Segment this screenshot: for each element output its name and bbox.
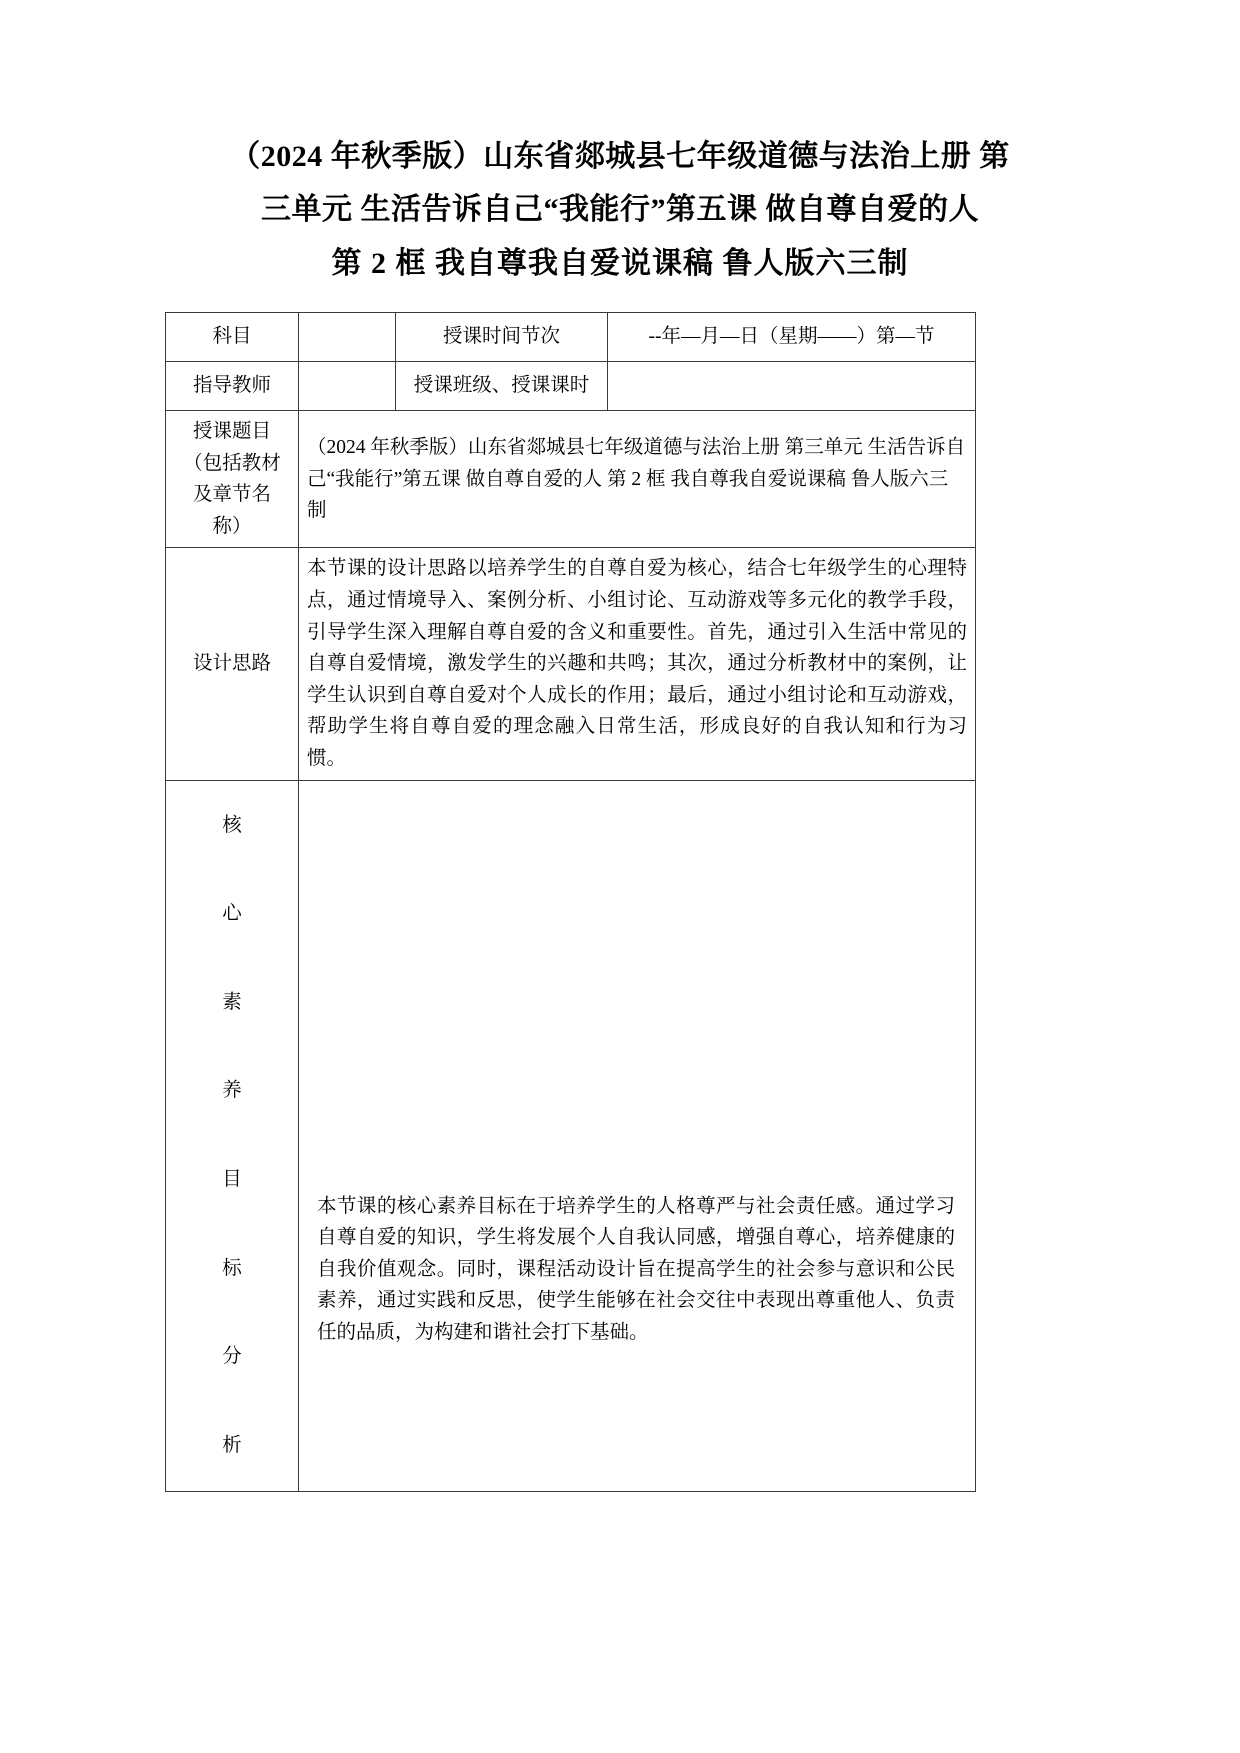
cell-topic-content — [299, 411, 976, 548]
core-content-spacer — [307, 903, 967, 1171]
table-row-core-literacy — [166, 780, 976, 1491]
core-label-char-2: 心 — [222, 903, 242, 925]
cell-topic-label — [166, 411, 299, 548]
core-label-char-6: 标 — [222, 1257, 242, 1279]
core-literacy-text-wrap — [307, 1191, 967, 1349]
page-title — [165, 130, 1075, 290]
title-line-3: 第 2 框 我自尊我自爱说课稿 鲁人版六三制 — [331, 246, 909, 280]
cell-core-literacy-content — [299, 780, 976, 1491]
cell-design-label: 设计思路 — [166, 548, 299, 780]
table-row-topic — [166, 411, 976, 548]
cell-class-time-label: 授课时间节次 — [396, 313, 608, 362]
lesson-plan-table — [165, 312, 976, 1491]
cell-instructor-value[interactable] — [299, 362, 396, 411]
topic-label-line-3: 及章节名 — [192, 484, 271, 506]
cell-class-session-label: 授课班级、授课课时 — [396, 362, 608, 411]
core-label-char-1: 核 — [222, 814, 242, 836]
core-label-char-5: 目 — [222, 1169, 242, 1191]
design-text: 本节课的设计思路以培养学生的自尊自爱为核心，结合七年级学生的心理特点，通过情境导入、案例分析、小组讨论、互动游戏等多元化的教学手段，引导学生深入理解自尊自爱的含义和重要性。首先，通过引入生活中常见的自尊自爱情境，激发学生的兴趣和共鸣；其次，通过分析教材中的案例，让学生认识到自尊自爱对个人成长的作用；最后，通过小组讨论和互动游戏，帮助学生将自尊自爱的理念融入日常生活，形成良好的自我认知和行为习惯。 — [307, 558, 967, 769]
core-label-char-4: 养 — [222, 1080, 242, 1102]
cell-subject-value[interactable] — [299, 313, 396, 362]
table-row-subject — [166, 313, 976, 362]
core-label-char-8: 析 — [222, 1435, 242, 1457]
cell-design-content — [299, 548, 976, 780]
cell-instructor-label: 指导教师 — [166, 362, 299, 411]
core-literacy-text: 本节课的核心素养目标在于培养学生的人格尊严与社会责任感。通过学习自尊自爱的知识，学生将发展个人自我认同感，增强自尊心，培养健康的自我价值观念。同时，课程活动设计旨在提高学生的社会参与意识和公民素养，通过实践和反思，使学生能够在社会交往中表现出尊重他人、负责任的品质，为构建和谐社会打下基础。 — [317, 1195, 955, 1343]
topic-label-line-1: 授课题目 — [192, 421, 271, 443]
cell-core-literacy-label — [166, 780, 299, 1491]
cell-class-time-value[interactable]: --年—月—日（星期——）第—节 — [608, 313, 976, 362]
core-label-char-3: 素 — [222, 991, 242, 1013]
cell-class-session-value[interactable] — [608, 362, 976, 411]
core-label-char-7: 分 — [222, 1346, 242, 1368]
table-row-design — [166, 548, 976, 780]
title-line-2: 三单元 生活告诉自己“我能行”第五课 做自尊自爱的人 — [261, 193, 979, 227]
topic-text: （2024 年秋季版）山东省郯城县七年级道德与法治上册 第三单元 生活告诉自己“我能行”第五课 做自尊自爱的人 第 2 框 我自尊我自爱说课稿 鲁人版六三制 — [307, 436, 966, 522]
topic-label-line-4: 称） — [212, 515, 252, 537]
vertical-label-core-literacy — [174, 816, 290, 1456]
cell-subject-label: 科目 — [166, 313, 299, 362]
topic-label-line-2: （包括教材 — [183, 452, 281, 474]
table-row-instructor — [166, 362, 976, 411]
title-line-1: （2024 年秋季版）山东省郯城县七年级道德与法治上册 第 — [230, 140, 1010, 173]
